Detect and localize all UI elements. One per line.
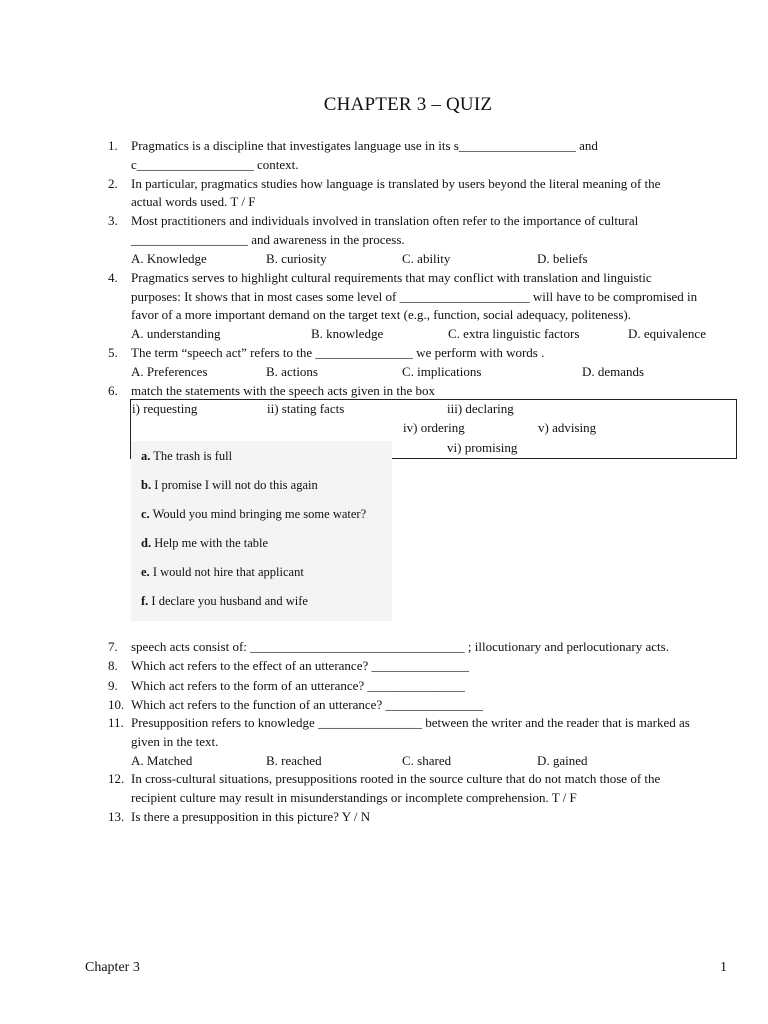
question-number: 4. [108,270,118,285]
option-b: B. reached [266,753,322,768]
question-text: Is there a presupposition in this picture? Y / N [131,809,371,824]
question-text: speech acts consist of: _________________________________ ; illocutionary and perlocutionary acts. [131,639,669,654]
option-c: C. shared [402,753,452,768]
option-b: B. knowledge [311,326,384,341]
option-c: C. ability [402,251,451,266]
question-9 [108,676,465,695]
option-a: A. understanding [131,326,221,341]
footer-page-number: 1 [720,960,727,975]
statement-item: a. The trash is full [141,449,233,463]
option-b: B. actions [266,364,318,379]
option-c: C. extra linguistic factors [448,326,580,341]
page-title: CHAPTER 3 – QUIZ [323,94,493,115]
question-text: Which act refers to the effect of an utterance? _______________ [131,658,469,673]
question-2 [108,174,660,193]
speech-act-item: v) advising [538,420,597,435]
question-5 [108,343,544,362]
question-number: 10. [108,697,125,712]
statement-item: c. Would you mind bringing me some water? [141,507,367,521]
option-d: D. equivalence [628,326,706,341]
question-10 [108,695,483,714]
question-text: The term “speech act” refers to the _______________ we perform with words . [131,345,545,360]
option-b: B. curiosity [266,251,327,266]
question-1 [108,136,598,155]
question-number: 11. [108,715,124,730]
question-4-continued: purposes: It shows that in most cases some level of ____________________ will have to be compromised in [131,289,698,304]
option-c: C. implications [402,364,482,379]
speech-act-item: i) requesting [132,401,198,416]
question-13 [108,807,370,826]
question-number: 13. [108,809,125,824]
question-8 [108,656,469,675]
speech-act-item: iv) ordering [403,420,465,435]
question-text: Which act refers to the function of an utterance? _______________ [131,697,483,712]
speech-act-item: vi) promising [447,440,518,455]
question-number: 9. [108,678,118,693]
footer-chapter-label: Chapter 3 [85,960,140,975]
question-text: Which act refers to the form of an utterance? _______________ [131,678,465,693]
question-number: 3. [108,213,118,228]
question-number: 8. [108,658,118,673]
statement-item: b. I promise I will not do this again [141,478,318,492]
question-11-continued: given in the text. [131,734,219,749]
question-11 [108,713,690,732]
option-a: A. Matched [131,753,193,768]
speech-act-item: ii) stating facts [267,401,345,416]
option-d: D. beliefs [537,251,588,266]
question-number: 6. [108,383,118,398]
question-6 [108,381,435,400]
question-7 [108,637,669,656]
question-12-continued: recipient culture may result in misunderstandings or incomplete comprehension. T / F [131,790,577,805]
statement-item: f. I declare you husband and wife [141,594,308,608]
question-text: Pragmatics serves to highlight cultural requirements that may conflict with translation and linguistic [131,270,652,285]
question-number: 7. [108,639,118,654]
question-4-continued-2: favor of a more important demand on the target text (e.g., function, social adequacy, politeness). [131,307,631,322]
option-d: D. demands [582,364,645,379]
question-number: 1. [108,138,118,153]
question-3 [108,211,638,230]
option-d: D. gained [537,753,588,768]
question-3-continued: __________________ and awareness in the process. [131,232,405,247]
statement-item: d. Help me with the table [141,536,269,550]
question-number: 2. [108,176,118,191]
question-text: In particular, pragmatics studies how language is translated by users beyond the literal meaning of the [131,176,661,191]
question-2-continued: actual words used. T / F [131,194,256,209]
option-a: A. Knowledge [131,251,207,266]
option-a: A. Preferences [131,364,208,379]
question-text: match the statements with the speech acts given in the box [131,383,435,398]
speech-act-item: iii) declaring [447,401,514,416]
question-12 [108,769,660,788]
question-text: Pragmatics is a discipline that investigates language use in its s__________________ and [131,138,598,153]
question-number: 5. [108,345,118,360]
statements-panel [131,441,392,621]
question-text: Most practitioners and individuals involved in translation often refer to the importance of cultural [131,213,639,228]
question-1-continued: c__________________ context. [131,157,299,172]
question-4 [108,268,652,287]
question-text: In cross-cultural situations, presuppositions rooted in the source culture that do not match those of the [131,771,661,786]
question-number: 12. [108,771,125,786]
question-text: Presupposition refers to knowledge ________________ between the writer and the reader that is marked as [131,715,690,730]
statement-item: e. I would not hire that applicant [141,565,304,579]
